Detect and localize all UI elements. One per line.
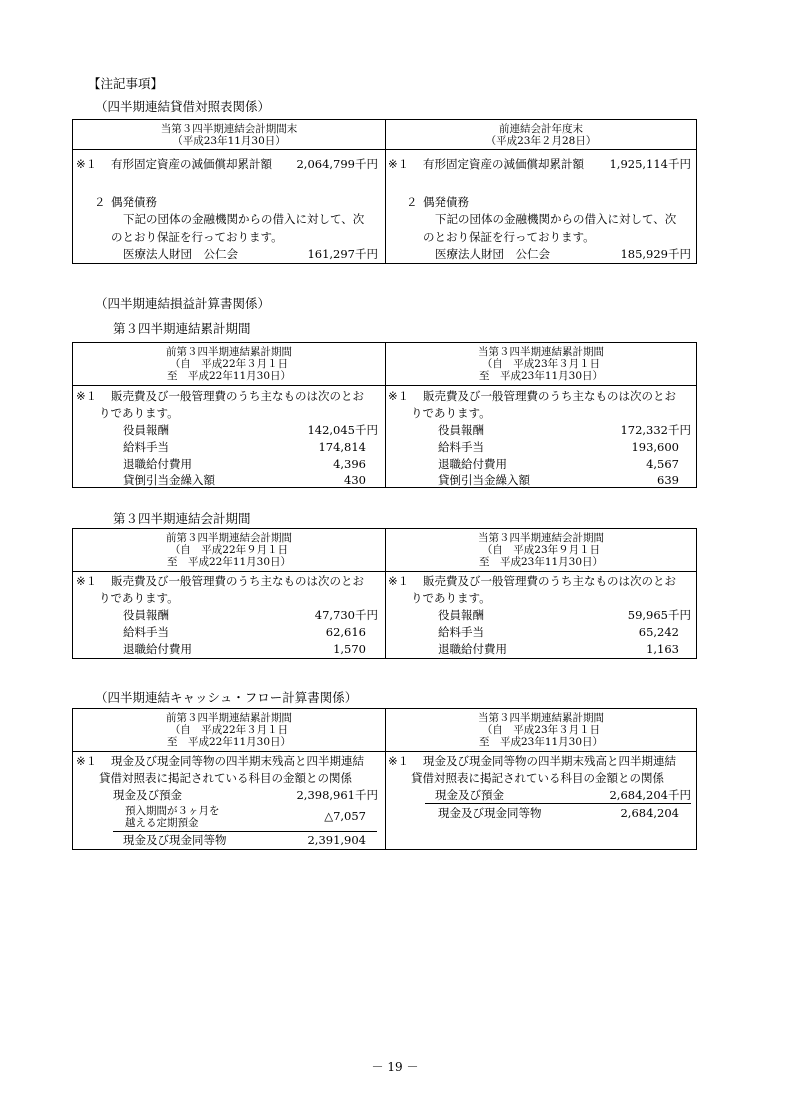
left-col-header: 前第３四半期連結会計期間 （自 平成22年９月１日 至 平成22年11月30日） <box>166 532 292 568</box>
expense-value: 174,814 <box>318 440 366 454</box>
cash-item: 現金及び預金 <box>113 788 182 802</box>
cash-value: 2,684,204 <box>620 806 679 820</box>
expense-value: 4,567 <box>646 457 679 471</box>
note-mark: ※１ <box>388 574 410 588</box>
note-text: 有形固定資産の減価償却累計額 <box>111 157 272 171</box>
left-col-header: 前第３四半期連結累計期間 （自 平成22年３月１日 至 平成22年11月30日） <box>166 712 292 748</box>
note-line: 販売費及び一般管理費のうち主なものは次のとお <box>111 389 364 403</box>
expense-value: 1,570 <box>333 642 366 656</box>
cash-value: 2,391,904 <box>307 833 366 847</box>
note-mark: ※１ <box>388 389 410 403</box>
cash-flow-table <box>72 708 697 850</box>
right-col-header: 当第３四半期連結累計期間 （自 平成23年３月１日 至 平成23年11月30日） <box>478 712 604 748</box>
note-line: 現金及び現金同等物の四半期末残高と四半期連結 <box>111 754 364 768</box>
note-line: 貸借対照表に掲記されている科目の金額との関係 <box>99 771 352 785</box>
notes-heading: 【注記事項】 <box>88 76 164 91</box>
cash-item: 預入期間が３ヶ月を <box>125 805 220 817</box>
note-mark: ※１ <box>76 389 98 403</box>
note-line: 貸借対照表に掲記されている科目の金額との関係 <box>411 771 664 785</box>
cash-item: 現金及び現金同等物 <box>123 833 227 847</box>
note-line: 下記の団体の金融機関からの借入に対して、次 <box>435 212 677 226</box>
note-line: 現金及び現金同等物の四半期末残高と四半期連結 <box>423 754 676 768</box>
note-mark: ※１ <box>76 574 98 588</box>
subsection-cumulative: 第３四半期連結累計期間 <box>113 321 251 336</box>
note-text: 有形固定資産の減価償却累計額 <box>423 157 584 171</box>
note-title: 偶発債務 <box>423 195 469 209</box>
expense-value: 142,045千円 <box>307 423 378 437</box>
note-value: 2,064,799千円 <box>296 157 378 171</box>
note-line: 販売費及び一般管理費のうち主なものは次のとお <box>423 389 676 403</box>
right-col-header: 前連結会計年度末 （平成23年２月28日） <box>485 123 597 147</box>
expense-value: 639 <box>657 473 679 487</box>
note-line: 販売費及び一般管理費のうち主なものは次のとお <box>423 574 676 588</box>
expense-item: 退職給付費用 <box>123 642 192 656</box>
guarantee-value: 161,297千円 <box>307 247 378 261</box>
note-mark: ※１ <box>388 157 410 171</box>
note-line: 下記の団体の金融機関からの借入に対して、次 <box>123 212 365 226</box>
cash-value: 2,398,961千円 <box>296 788 378 802</box>
expense-item: 退職給付費用 <box>123 457 192 471</box>
left-col-header: 前第３四半期連結累計期間 （自 平成22年３月１日 至 平成22年11月30日） <box>166 346 292 382</box>
expense-value: 47,730千円 <box>314 608 378 622</box>
cumulative-sga-table <box>72 342 697 488</box>
guarantee-value: 185,929千円 <box>620 247 691 261</box>
cash-item: 現金及び現金同等物 <box>438 806 542 820</box>
subtotal-rule <box>425 803 691 804</box>
note-mark: ２ <box>94 195 106 209</box>
expense-item: 給料手当 <box>438 440 484 454</box>
subsection-quarter: 第３四半期連結会計期間 <box>113 511 251 526</box>
page-number: － 19 － <box>371 1060 419 1074</box>
expense-value: 65,242 <box>638 625 679 639</box>
expense-item: 退職給付費用 <box>438 642 507 656</box>
section-title-income-statement: （四半期連結損益計算書関係） <box>95 296 271 311</box>
note-mark: ※１ <box>76 754 98 768</box>
note-line: りであります。 <box>411 591 491 605</box>
cash-item: 現金及び預金 <box>435 788 504 802</box>
balance-sheet-table <box>72 119 697 264</box>
expense-value: 172,332千円 <box>620 423 691 437</box>
section-title-balance-sheet: （四半期連結貸借対照表関係） <box>95 99 271 114</box>
note-line: りであります。 <box>411 406 491 420</box>
expense-item: 給料手当 <box>123 625 169 639</box>
expense-item: 役員報酬 <box>123 608 169 622</box>
right-col-header: 当第３四半期連結会計期間 （自 平成23年９月１日 至 平成23年11月30日） <box>478 532 604 568</box>
guarantee-item: 医療法人財団 公仁会 <box>123 247 238 261</box>
note-mark: ※１ <box>388 754 410 768</box>
expense-item: 貸倒引当金繰入額 <box>438 473 530 487</box>
expense-value: 430 <box>344 473 366 487</box>
section-title-cash-flow: （四半期連結キャッシュ・フロー計算書関係） <box>95 690 358 705</box>
guarantee-item: 医療法人財団 公仁会 <box>435 247 550 261</box>
cash-value: 2,684,204千円 <box>609 788 691 802</box>
quarter-sga-table <box>72 528 697 659</box>
expense-item: 役員報酬 <box>438 608 484 622</box>
expense-item: 役員報酬 <box>438 423 484 437</box>
expense-value: 193,600 <box>631 440 679 454</box>
expense-item: 役員報酬 <box>123 423 169 437</box>
subtotal-rule <box>113 831 377 832</box>
expense-item: 貸倒引当金繰入額 <box>123 473 215 487</box>
note-line: のとおり保証を行っております。 <box>111 230 283 244</box>
note-value: 1,925,114千円 <box>609 157 691 171</box>
note-mark: ２ <box>406 195 418 209</box>
right-col-header: 当第３四半期連結累計期間 （自 平成23年３月１日 至 平成23年11月30日） <box>478 346 604 382</box>
expense-item: 給料手当 <box>123 440 169 454</box>
expense-item: 給料手当 <box>438 625 484 639</box>
note-line: のとおり保証を行っております。 <box>423 230 595 244</box>
cash-item: 越える定期預金 <box>125 817 199 829</box>
left-col-header: 当第３四半期連結会計期間末 （平成23年11月30日） <box>160 123 298 147</box>
note-title: 偶発債務 <box>111 195 157 209</box>
expense-item: 退職給付費用 <box>438 457 507 471</box>
expense-value: 59,965千円 <box>627 608 691 622</box>
expense-value: 1,163 <box>646 642 679 656</box>
expense-value: 62,616 <box>325 625 366 639</box>
note-mark: ※１ <box>76 157 98 171</box>
cash-value: △7,057 <box>324 809 366 823</box>
note-line: 販売費及び一般管理費のうち主なものは次のとお <box>111 574 364 588</box>
note-line: りであります。 <box>99 591 179 605</box>
note-line: りであります。 <box>99 406 179 420</box>
expense-value: 4,396 <box>333 457 366 471</box>
